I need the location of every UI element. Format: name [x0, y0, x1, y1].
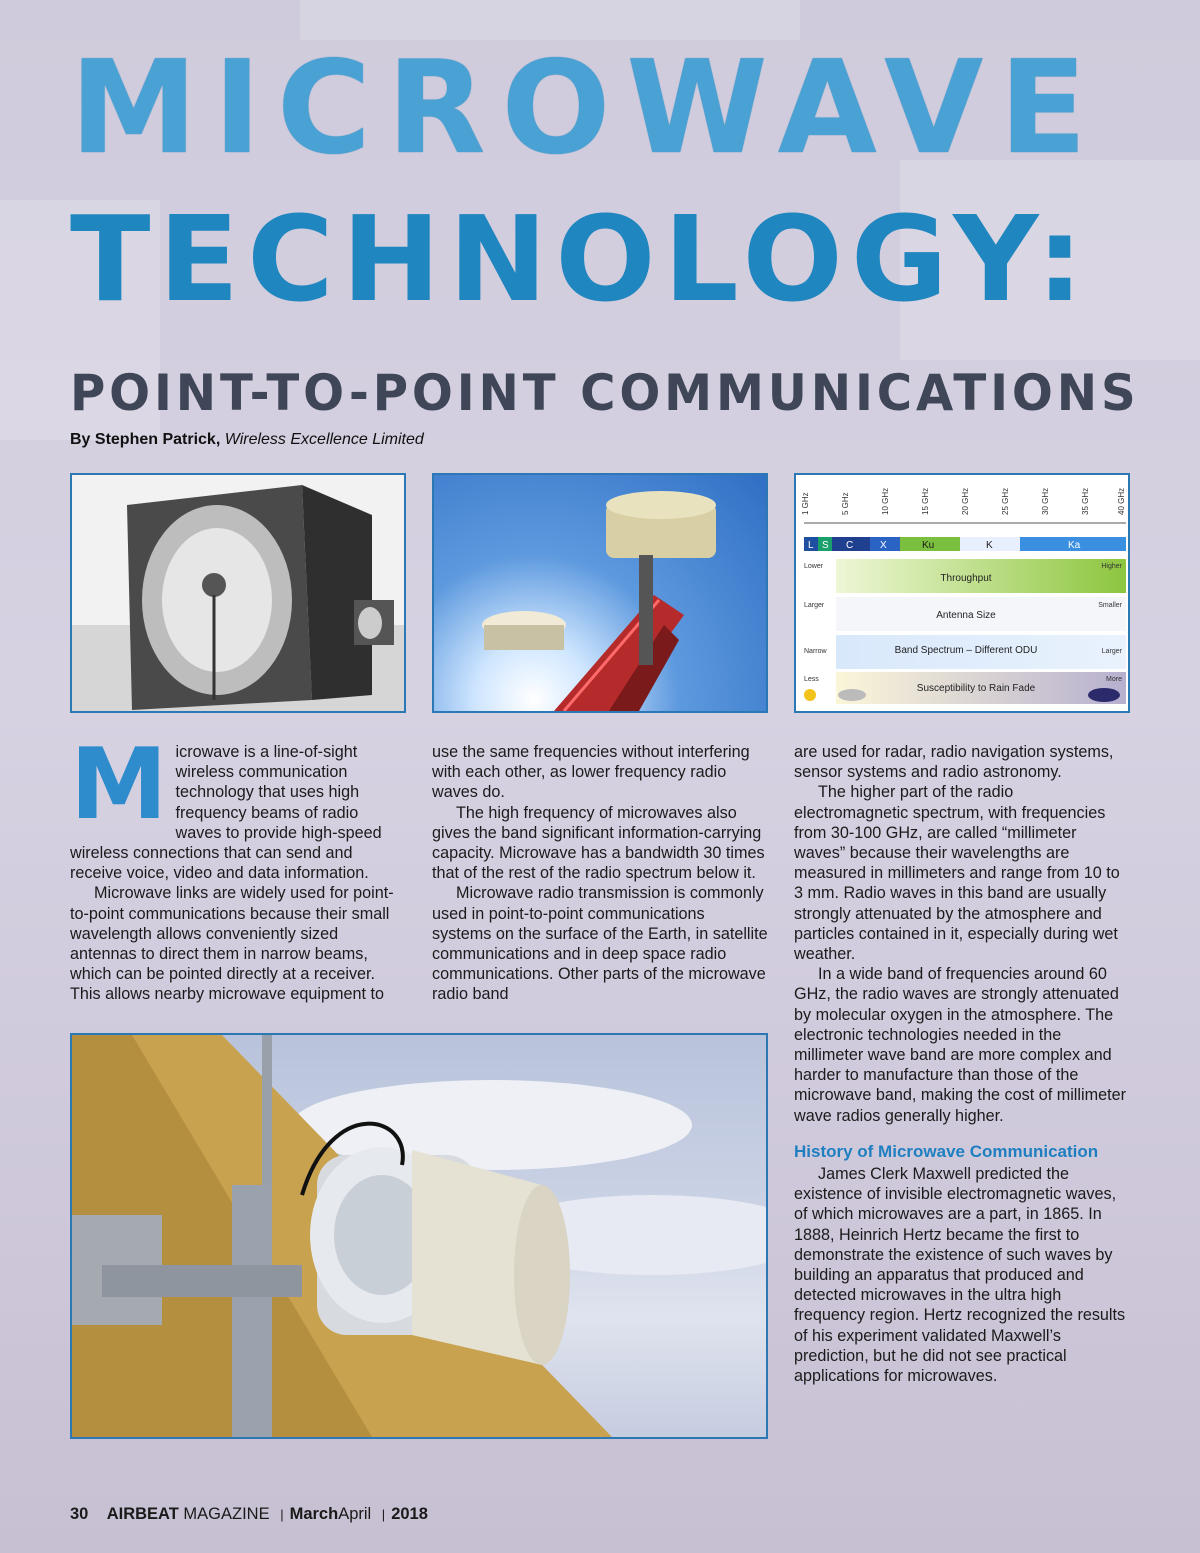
footer-separator: | [381, 1507, 386, 1522]
footer-separator: | [280, 1507, 284, 1522]
row-right-label: Smaller [1098, 602, 1122, 609]
row-center-label: Throughput [940, 573, 992, 584]
band-label: C [846, 540, 854, 551]
wall-antenna-photo [70, 1033, 768, 1439]
article-column-3 [794, 742, 1130, 1386]
row-right-label: Higher [1101, 563, 1122, 570]
author-organization: Wireless Excellence Limited [224, 431, 424, 448]
title-line-2: TECHNOLOGY: [70, 190, 1092, 328]
freq-tick-label: 10 GHz [881, 487, 890, 515]
row-center-label: Band Spectrum – Different ODU [894, 645, 1038, 656]
byline [70, 431, 424, 449]
author-name: By Stephen Patrick, [70, 431, 221, 448]
row-right-label: More [1106, 676, 1122, 683]
tower-antenna-photo [432, 473, 768, 713]
frequency-band-chart [794, 473, 1130, 713]
issue-year: 2018 [391, 1505, 428, 1523]
title-line-1: MICROWAVE [70, 34, 1103, 183]
paragraph: Microwave radio transmission is commonly used in point-to-point communications systems on the surface of the Earth, in satellite communications and in deep space radio communications. Other parts of the microwave radio band [432, 884, 768, 1004]
paragraph: James Clerk Maxwell predicted the existence of invisible electromagnetic waves, of which microwaves are a part, in 1865. In 1888, Heinrich Hertz became the first to demonstrate the existence of such waves by building an apparatus that produced and detected microwaves in the ultra high frequency region. Hertz recognized the results of his experiment validated Maxwell’s prediction, but he did not see practical applications for microwaves. [794, 1165, 1126, 1386]
band-label: X [880, 540, 887, 551]
freq-tick-label: 20 GHz [961, 487, 970, 515]
row-left-label: Less [804, 676, 819, 683]
paragraph: The high frequency of microwaves also gives the band significant information-carrying capacity. Microwave has a bandwidth 30 times that of the rest of the radio spectrum below it. [432, 803, 765, 883]
band-label: K [986, 540, 993, 551]
row-right-label: Larger [1101, 648, 1122, 655]
paragraph: Microwave links are widely used for point-to-point communications because their small wavelength allows conveniently sized antennas to direct them in narrow beams, which can be pointed directly at a receiver. This allows nearby microwave equipment to [70, 884, 394, 1004]
issue-month-1: March [289, 1505, 339, 1523]
freq-tick-label: 25 GHz [1001, 487, 1010, 515]
freq-tick-label: 35 GHz [1081, 487, 1090, 515]
freq-tick-label: 30 GHz [1041, 487, 1050, 515]
section-heading: History of Microwave Communication [794, 1141, 1099, 1161]
row-center-label: Susceptibility to Rain Fade [916, 683, 1036, 694]
storm-cloud-icon [1088, 688, 1120, 702]
band-label: S [822, 540, 829, 551]
band-label: L [808, 540, 814, 551]
magazine-label: MAGAZINE [183, 1505, 270, 1523]
paragraph: use the same frequencies without interfering with each other, as lower frequency radio waves do. [432, 743, 750, 802]
drop-cap: M [70, 728, 168, 842]
freq-tick-label: 5 GHz [841, 492, 850, 515]
cloud-icon [838, 689, 866, 701]
page-footer [70, 1505, 428, 1524]
freq-tick-label: 40 GHz [1117, 487, 1126, 515]
paragraph: The higher part of the radio electromagnetic spectrum, with frequencies from 30-100 GHz, are called “millimeter waves” because their wavelengths are measured in millimeters and range from 10 to 3 mm. Radio waves in this band are usually strongly attenuated by the atmosphere and particles contained in it, especially during wet weather. [794, 783, 1120, 964]
page-number: 30 [70, 1505, 89, 1523]
row-left-label: Larger [804, 602, 825, 609]
sun-icon [804, 689, 816, 701]
freq-tick-label: 15 GHz [921, 487, 930, 515]
band-label: Ku [922, 540, 935, 551]
paragraph: In a wide band of frequencies around 60 GHz, the radio waves are strongly attenuated by molecular oxygen in the atmosphere. The electronic technologies needed in the millimeter wave band are more complex and harder to manufacture than those of the microwave band, making the cost of millimeter wave radios generally higher. [794, 965, 1126, 1125]
title-subtitle: POINT-TO-POINT COMMUNICATIONS [70, 364, 1140, 422]
historic-apparatus-photo [70, 473, 406, 713]
paragraph: are used for radar, radio navigation systems, sensor systems and radio astronomy. [794, 743, 1114, 782]
freq-tick-label: 1 GHz [801, 492, 810, 515]
row-left-label: Lower [804, 563, 824, 570]
row-center-label: Antenna Size [936, 610, 996, 621]
issue-month-2: April [338, 1505, 372, 1523]
article-column-2 [432, 742, 768, 1005]
magazine-brand: AIRBEAT [106, 1505, 179, 1523]
article-column-1 [70, 728, 406, 1005]
band-label: Ka [1068, 540, 1081, 551]
row-left-label: Narrow [804, 648, 827, 655]
paragraph: icrowave is a line-of-sight wireless communication technology that uses high frequency beams of radio waves to provide high-speed wireless connections that can send and receive voice, video and data information. [70, 743, 382, 883]
